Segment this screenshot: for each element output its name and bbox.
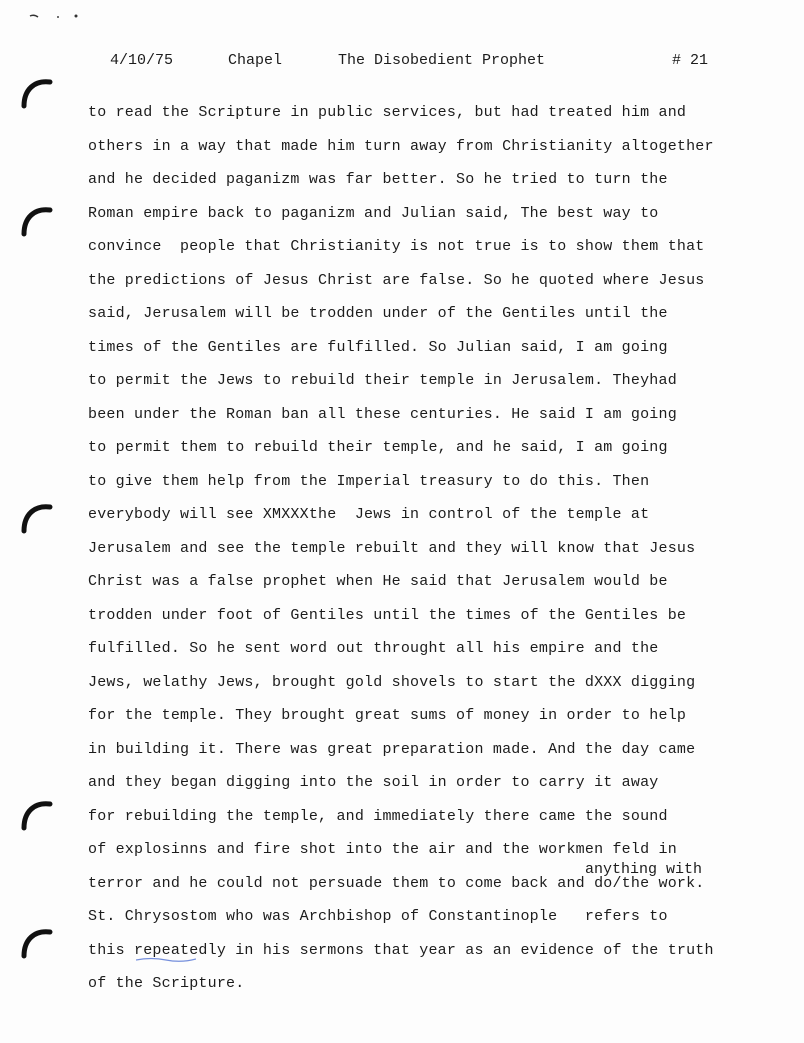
- text-line: to permit the Jews to rebuild their temple in Jerusalem. Theyhad: [88, 372, 677, 389]
- text-line: been under the Roman ban all these centuries. He said I am going: [88, 406, 677, 423]
- text-line: the predictions of Jesus Christ are false. So he quoted where Jesus: [88, 272, 705, 289]
- text-line: to give them help from the Imperial treasury to do this. Then: [88, 473, 650, 490]
- header-page-number: # 21: [672, 52, 709, 69]
- corner-specks: [28, 10, 88, 20]
- text-line: Roman empire back to paganizm and Julian said, The best way to: [88, 205, 659, 222]
- inserted-correction: anything with: [585, 861, 703, 878]
- text-line: convince people that Christianity is not true is to show them that: [88, 238, 705, 255]
- text-line: trodden under foot of Gentiles until the times of the Gentiles be: [88, 607, 687, 624]
- binder-hole-icon: [20, 928, 54, 962]
- text-line: this repeatedly in his sermons that year as an evidence of the truth: [88, 942, 714, 959]
- blue-ink-mark: [136, 956, 196, 962]
- text-line: for the temple. They brought great sums of money in order to help: [88, 707, 687, 724]
- text-line: Jerusalem and see the temple rebuilt and they will know that Jesus: [88, 540, 696, 557]
- binder-hole-icon: [20, 800, 54, 834]
- text-line: Christ was a false prophet when He said that Jerusalem would be: [88, 573, 668, 590]
- header-venue: Chapel: [228, 52, 283, 69]
- text-line: of explosinns and fire shot into the air and the workmen feld in: [88, 841, 677, 858]
- binder-hole-icon: [20, 503, 54, 537]
- text-line: terror and he could not persuade them to come back and do/the work.: [88, 875, 705, 892]
- text-line: and they began digging into the soil in order to carry it away: [88, 774, 659, 791]
- text-line: said, Jerusalem will be trodden under of the Gentiles until the: [88, 305, 668, 322]
- text-line: to permit them to rebuild their temple, and he said, I am going: [88, 439, 668, 456]
- header-title: The Disobedient Prophet: [338, 52, 546, 69]
- text-line: to read the Scripture in public services, but had treated him and: [88, 104, 687, 121]
- text-line: others in a way that made him turn away from Christianity altogether: [88, 138, 714, 155]
- text-line: fulfilled. So he sent word out throught all his empire and the: [88, 640, 659, 657]
- text-line: for rebuilding the temple, and immediately there came the sound: [88, 808, 668, 825]
- text-line: St. Chrysostom who was Archbishop of Constantinople refers to: [88, 908, 668, 925]
- text-line: Jews, welathy Jews, brought gold shovels to start the dXXX digging: [88, 674, 696, 691]
- binder-hole-icon: [20, 206, 54, 240]
- text-line: and he decided paganizm was far better. So he tried to turn the: [88, 171, 668, 188]
- text-line: in building it. There was great preparation made. And the day came: [88, 741, 696, 758]
- text-line: everybody will see XMXXXthe Jews in control of the temple at: [88, 506, 650, 523]
- text-line: of the Scripture.: [88, 975, 245, 992]
- page-header: [0, 52, 804, 74]
- binder-hole-icon: [20, 78, 54, 112]
- text-line: times of the Gentiles are fulfilled. So Julian said, I am going: [88, 339, 668, 356]
- header-date: 4/10/75: [110, 52, 174, 69]
